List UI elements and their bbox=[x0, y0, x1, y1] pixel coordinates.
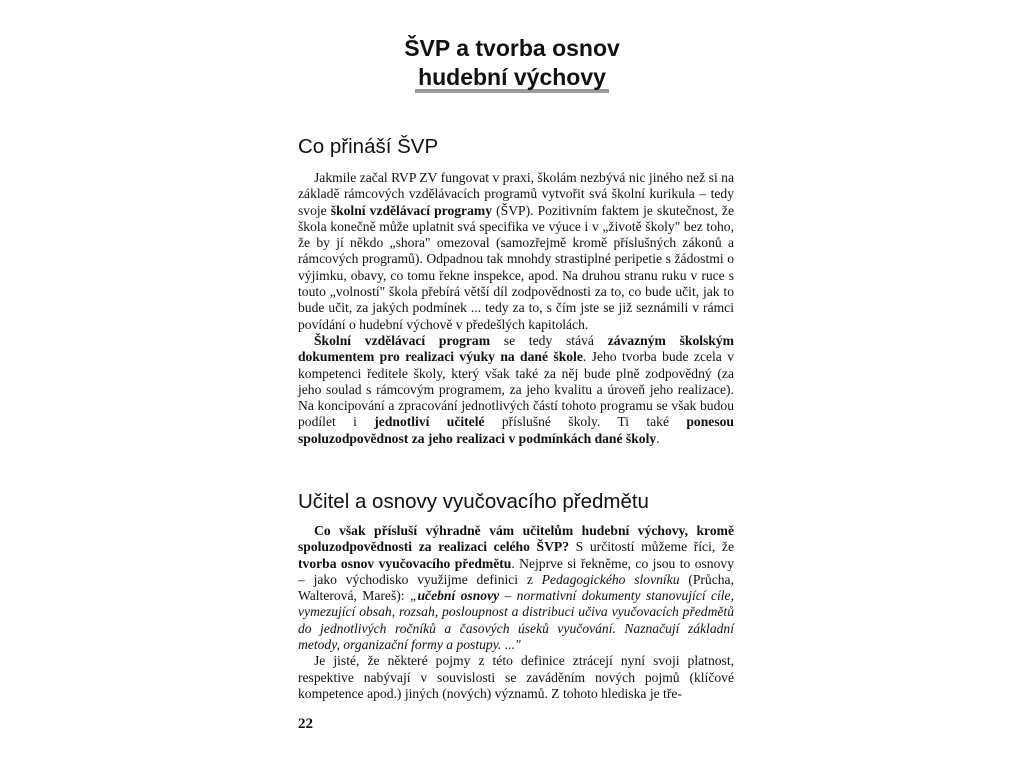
section-heading-2: Učitel a osnovy vyučovacího předmětu bbox=[298, 490, 649, 513]
paragraph bbox=[298, 523, 734, 653]
text-run: příslušné školy. Ti také bbox=[484, 414, 687, 430]
paragraph bbox=[298, 333, 734, 447]
bold-term: tvorba osnov vyučovacího předmětu bbox=[298, 555, 512, 571]
text-run: . bbox=[656, 430, 660, 446]
text-run: (Průcha, Walterová, Mareš): bbox=[298, 571, 734, 604]
bold-italic-term: učební osnovy bbox=[417, 588, 500, 604]
page-number: 22 bbox=[298, 716, 313, 732]
title-line-2: hudební výchovy bbox=[415, 65, 609, 93]
text-run: se tedy stává bbox=[490, 332, 608, 348]
text-run: . Jeho tvorba bude zcela v kompetenci ředitele školy, který však také za něj bude plně zodpovědný (za jeho soulad s rámcovým programem, za jeho kvalitu a úroveň jeho realizace). Na koncipování a zpracování jednotlivých částí tohoto programu se však budou podílet i bbox=[298, 349, 735, 430]
bold-term: ponesou spoluzodpovědnost za jeho realizaci v podmínkách dané školy bbox=[298, 414, 734, 446]
page-title bbox=[0, 34, 1024, 93]
bold-term: jednotliví učitelé bbox=[374, 414, 485, 430]
bold-term: školní vzdělávací programy bbox=[330, 202, 493, 218]
text-run: Jakmile začal RVP ZV fungovat v praxi, školám nezbývá nic jiného než si na základě rámcových vzdělávacích programů vytvořit svá školní kurikula – tedy svoje bbox=[298, 170, 734, 218]
text-run: S určitostí můžeme říci, že bbox=[569, 539, 734, 555]
text-run: (ŠVP). Pozitivním faktem je skutečnost, že škola konečně může uplatnit svá specifika ve výuce i v „životě školy" bez toho, že by jí někdo „shora" omezoval (samozřejmě kromě příslušných zákonů a rámcových programů). Odpadnou tak mnohdy strastiplné peripetie s žádostmi o výjimku, obavy, co tomu řekne inspekce, apod. Na druhou stranu ruku v ruce s touto „volností" škola přebírá větší díl zodpovědnosti za to, co bude učit, jak to bude učit, za jakých podmínek ... tedy za to, s čím jste se již seznámili v rámci povídání o hudební výchově v předešlých kapitolách. bbox=[298, 202, 734, 332]
bold-term: Co však přísluší výhradně vám učitelům hudební výchovy, kromě spoluzodpovědnosti za realizaci celého ŠVP? bbox=[298, 523, 734, 555]
paragraph bbox=[298, 170, 734, 333]
section-heading-1: Co přináší ŠVP bbox=[298, 135, 439, 158]
section-1-body bbox=[298, 170, 734, 447]
title-line-1: ŠVP a tvorba osnov bbox=[404, 35, 620, 61]
section-2-body bbox=[298, 523, 734, 702]
paragraph: Je jisté, že některé pojmy z této definice ztrácejí nyní svoji platnost, respektive nabývají v souvislosti se zaváděním nových pojmů (klíčové kompetence apod.) jiných (nových) významů. Z tohoto hlediska je tře- bbox=[298, 653, 734, 701]
italic-term: Pedagogického slovníku bbox=[541, 571, 680, 587]
text-run: . Nejprve si řekněme, co jsou to osnovy – jako východisko využijme definici z bbox=[298, 555, 734, 587]
bold-term: Školní vzdělávací program bbox=[314, 332, 491, 348]
bold-term: závazným školským dokumentem pro realizaci výuky na dané škole bbox=[298, 332, 734, 365]
quote-mark: „ bbox=[409, 588, 418, 604]
italic-definition: – normativní dokumenty stanovující cíle, vymezující obsah, rozsah, posloupnost a distribuci učiva vyučovacích předmětů do jednotlivých ročníků a časových úseků vyučování. Naznačují základní metody, organizační formy a postupy. ..." bbox=[298, 588, 734, 653]
